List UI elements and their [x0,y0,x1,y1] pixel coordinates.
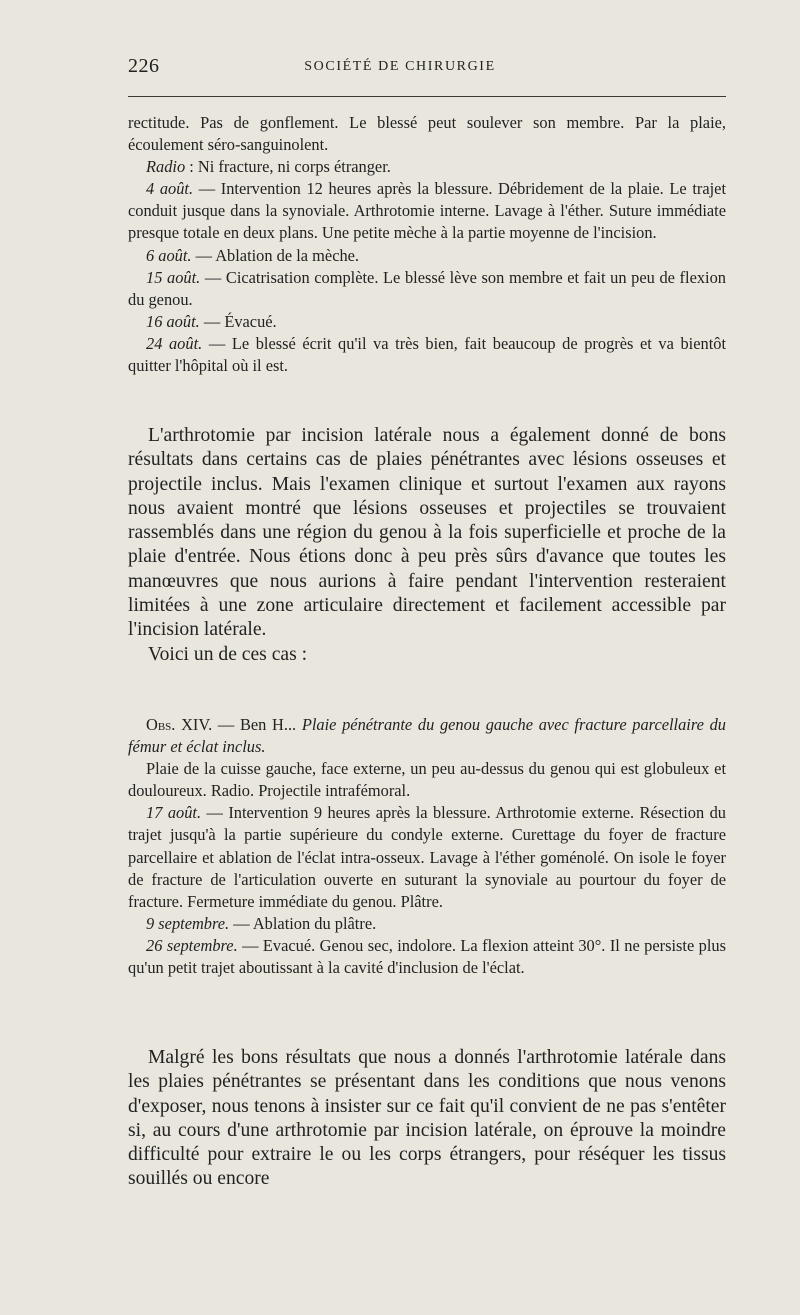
case-note-radio: Radio : Ni fracture, ni corps étranger. [146,157,391,177]
case-note-aug24: 24 août. — Le blessé écrit qu'il va très bien, fait beaucoup de progrès et va bientôt quitter l'hôpital où il est. [128,333,726,376]
paragraph-voici: Voici un de ces cas : [148,643,308,665]
observation-note-sep9: 9 septembre. — Ablation du plâtre. [146,913,377,933]
case-note-aug6: 6 août. — Ablation de la mèche. [146,245,360,265]
case-note-aug16: 16 août. — Évacué. [146,311,277,331]
body-paragraphs-1 [128,424,726,667]
case-notes-block [128,112,726,377]
observation-block [128,714,726,979]
header-rule [128,96,726,97]
observation-heading: Obs. XIV. — Ben H... Plaie pénétrante du genou gauche avec fracture parcellaire du fémur et éclat inclus. [128,715,726,757]
case-note-aug4: 4 août. — Intervention 12 heures après la blessure. Débridement de la plaie. Le trajet conduit jusque dans la synoviale. Arthrotomie interne. Lavage à l'éther. Suture immédiate presque totale en deux plans. Une petite mèche à la partie moyenne de l'incision. [128,179,727,243]
case-note-aug15: 15 août. — Cicatrisation complète. Le blessé lève son membre et fait un peu de flexion du genou. [128,267,726,309]
running-title: SOCIÉTÉ DE CHIRURGIE [304,59,496,74]
body-paragraphs-2 [128,1046,726,1192]
paragraph-arthrotomie: L'arthrotomie par incision latérale nous a également donné de bons résultats dans certains cas de plaies pénétrantes avec lésions osseuses et projectile inclus. Mais l'examen clinique et surtout l'examen aux rayons nous avaient montré que lésions osseuses et projectiles se trouvaient rassemblés dans une région du genou à la fois superficielle et proche de la plaie d'entrée. Nous étions donc à peu près sûrs d'avance que toutes les manœuvres que nous aurions à faire pendant l'intervention resteraient limitées à une zone articulaire directement et facilement accessible par l'incision latérale. [128,425,726,641]
page-number: 226 [128,55,160,77]
observation-note-sep26: 26 septembre. — Evacué. Genou sec, indolore. La flexion atteint 30°. Il ne persiste plus qu'un petit trajet aboutissant à la cavité d'inclusion de l'éclat. [128,935,726,978]
observation-note-aug17: 17 août. — Intervention 9 heures après la blessure. Arthrotomie externe. Résection du trajet jusqu'à la partie supérieure du condyle externe. Curettage du foyer de fracture parcellaire et ablation de l'éclat intra-osseux. Lavage à l'éther goménolé. On isole le foyer de fracture de l'articulation ouverte en suturant la synoviale au pourtour du foyer de fracture. Fermeture immédiate du genou. Plâtre. [128,803,726,911]
page-header [0,52,800,82]
paragraph-malgre: Malgré les bons résultats que nous a donnés l'arthrotomie latérale dans les plaies pénétrantes se présentant dans les conditions que nous venons d'exposer, nous tenons à insister sur ce fait qu'il convient de ne pas s'entêter si, au cours d'une arthrotomie par incision latérale, on éprouve la moindre difficulté pour extraire le ou les corps étrangers, pour réséquer les tissus souillés ou encore [128,1047,726,1190]
case-note-1: rectitude. Pas de gonflement. Le blessé peut soulever son membre. Par la plaie, écoulement séro-sanguinolent. [128,113,726,155]
observation-note-1: Plaie de la cuisse gauche, face externe, un peu au-dessus du genou qui est globuleux et douloureux. Radio. Projectile intrafémoral. [128,759,726,801]
